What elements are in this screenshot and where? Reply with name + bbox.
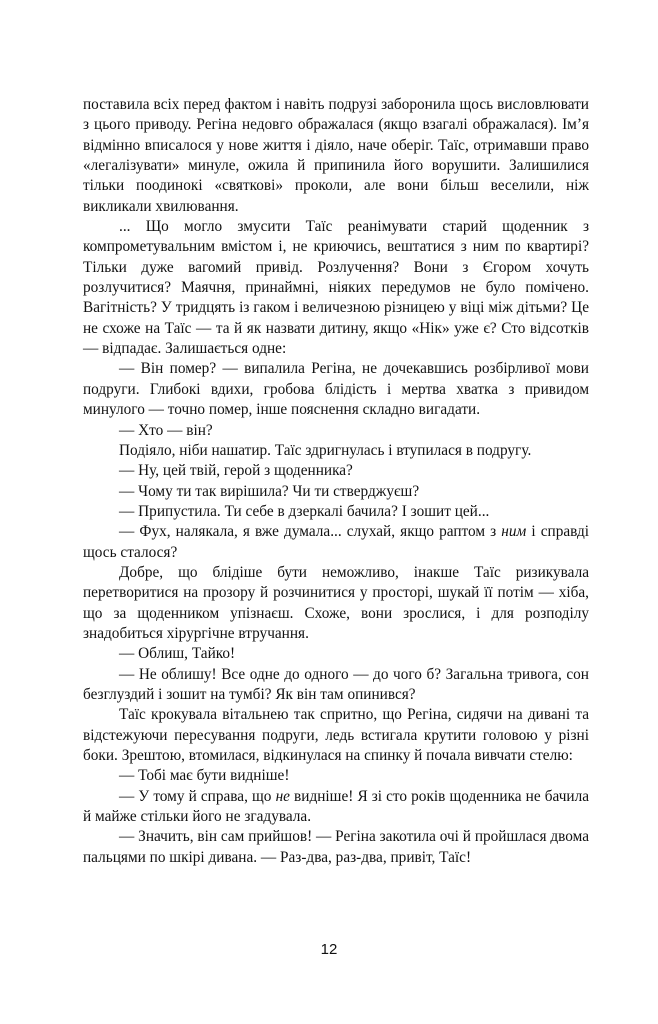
paragraph-text: — Фух, налякала, я вже думала... слухай, якщо раптом з: [119, 523, 502, 541]
paragraph: [83, 359, 589, 420]
paragraph: [83, 827, 589, 868]
paragraph: [83, 522, 589, 563]
paragraph-text: видніше! Я зі сто років щоденника не бачила й майже стільки його не згадувала.: [83, 787, 589, 826]
paragraph-text: — Облиш, Тайко!: [119, 645, 236, 663]
paragraph-text: — Не облишу! Все одне до одного — до чого б? Загальна тривога, сон безглуздий і зошит на тумбі? Як він там опинився?: [83, 665, 589, 703]
paragraph: [83, 644, 589, 664]
paragraph: [83, 461, 589, 481]
paragraph-text: — Тобі має бути видніше!: [119, 767, 290, 785]
paragraph: [83, 217, 589, 359]
paragraph: [83, 665, 589, 706]
paragraph: [83, 421, 589, 441]
paragraph: [83, 705, 589, 766]
paragraph-text: Таїс крокувала вітальнею так спритно, що Регіна, сидячи на дивані та відстежуючи пересування подруги, ледь встигала крутити головою у різні боки. Зрештою, втомилася, відкинулася на спинку й почала вивчати стелю:: [83, 706, 589, 764]
page-number: 12: [320, 941, 338, 958]
paragraph: [83, 482, 589, 502]
paragraph-text: — Чому ти так вирішила? Чи ти стверджуєш?: [119, 482, 420, 500]
emphasis-text: не: [275, 787, 290, 805]
paragraph: [83, 95, 589, 217]
paragraph-text: — Значить, він сам прийшов! — Регіна закотила очі й пройшлася двома пальцями по шкірі дивана. — Раз-два, раз-два, привіт, Таїс!: [83, 828, 589, 866]
paragraph-text: — У тому й справа, що: [119, 787, 276, 805]
page-text-column: [83, 95, 589, 868]
paragraph-text: — Хто — він?: [119, 421, 213, 439]
paragraph: [83, 787, 589, 828]
paragraph: [83, 502, 589, 522]
paragraph-text: поставила всіх перед фактом і навіть подрузі заборонила щось висловлювати з цього приводу. Регіна недовго ображалася (якщо взагалі ображалася). Ім’я відмінно вписалося у нове життя і діяло, наче оберіг. Таїс, отримавши право «легалізувати» минуле, ожила й припинила його ворушити. Залишилися тільки поодинокі «святкові» проколи, але вони більш веселили, ніж викликали хвилювання.: [83, 96, 589, 215]
emphasis-text: ним: [501, 523, 527, 541]
paragraph-text: Подіяло, ніби нашатир. Таїс здригнулась і втупилася в подругу.: [119, 441, 532, 459]
paragraph-text: і справді щось сталося?: [83, 523, 590, 561]
paragraph-text: ... Що могло змусити Таїс реанімувати старий щоденник з компрометувальним вмістом і, не криючись, вештатися з ним по квартирі? Тільки дуже вагомий привід. Розлучення? Вони з Єгором хочуть розлучитися? Маячня, принаймні, ніяких передумов не було помічено. Вагітність? У тридцять із гаком і величезною різницею у віці між дітьми? Це не схоже на Таїс — та й як назвати дитину, якщо «Нік» уже є? Сто відсотків — відпадає. Залишається одне:: [83, 218, 589, 358]
paragraph-text: — Він помер? — випалила Регіна, не дочекавшись розбірливої мови подруги. Глибокі вдихи, гробова блідість і мертва хватка з привидом минулого — точно помер, інше пояснення складно вигадати.: [83, 360, 589, 419]
paragraph: [83, 766, 589, 786]
paragraph-text: Добре, що блідіше бути неможливо, інакше Таїс ризикувала перетворитися на прозору й розчинитися у просторі, шукай її потім — хіба, що за щоденником упізнаєш. Схоже, вони зрослися, і для розподілу знадобиться хірургічне втручання.: [83, 563, 589, 642]
paragraph: [83, 563, 589, 644]
paragraph-text: — Ну, цей твій, герой з щоденника?: [119, 462, 353, 480]
paragraph: [83, 441, 589, 461]
paragraph-text: — Припустила. Ти себе в дзеркалі бачила? І зошит цей...: [119, 502, 490, 520]
